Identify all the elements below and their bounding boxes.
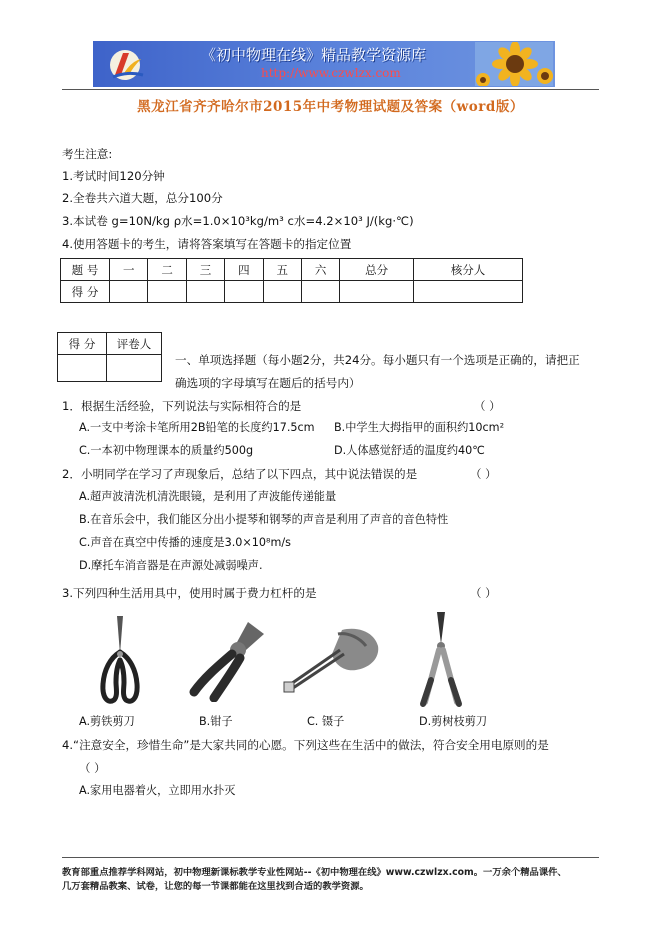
question-stem: 4.“注意安全，珍惜生命”是大家共同的心愿。下列这些在生活中的做法，符合安全用电原则的是 <box>62 738 549 752</box>
tweezers-icon <box>282 624 382 698</box>
option: A.剪铁剪刀 <box>79 715 135 728</box>
score-cell <box>340 281 414 303</box>
answer-blank: （ ） <box>470 586 497 600</box>
pliers-icon <box>188 616 272 702</box>
notes-heading: 考生注意: <box>62 147 113 161</box>
score-header: 二 <box>148 259 186 281</box>
footer-divider <box>62 857 599 858</box>
sunflower-icon <box>475 42 553 86</box>
grader-table <box>57 332 162 382</box>
section-heading-cont: 确选项的字母填写在题后的括号内） <box>175 376 361 390</box>
option: D.剪树枝剪刀 <box>419 715 488 728</box>
option: C.声音在真空中传播的速度是3.0×10⁸m/s <box>79 536 292 549</box>
option: D.人体感觉舒适的温度约40℃ <box>334 444 485 457</box>
score-header: 总分 <box>340 259 414 281</box>
score-table <box>60 258 523 303</box>
question-stem: 2．小明同学在学习了声现象后，总结了以下四点，其中说法错误的是 <box>62 467 418 481</box>
header-divider <box>62 89 599 90</box>
note-item: 1.考试时间120分钟 <box>62 169 165 183</box>
grader-cell <box>107 355 162 382</box>
option: D.摩托车消音器是在声源处减弱噪声. <box>79 559 263 572</box>
grader-header: 得 分 <box>58 333 107 355</box>
option: B.钳子 <box>199 715 233 728</box>
score-row-label: 得 分 <box>61 281 110 303</box>
site-logo-icon <box>107 47 147 83</box>
score-header: 题 号 <box>61 259 110 281</box>
score-header: 四 <box>225 259 263 281</box>
pruning-shears-icon <box>415 610 467 708</box>
score-cell <box>186 281 224 303</box>
grader-cell <box>58 355 107 382</box>
option: C. 镊子 <box>307 715 345 728</box>
footer-line: 教育部重点推荐学科网站，初中物理新课标教学专业性网站--《初中物理在线》www.czwlzx.com。一万余个精品课件、 <box>62 867 567 878</box>
section-heading: 一、单项选择题（每小题2分，共24分。每小题只有一个选项是正确的，请把正 <box>175 353 580 367</box>
score-cell <box>413 281 522 303</box>
tweezers-figure <box>282 624 382 698</box>
score-cell <box>225 281 263 303</box>
tin-snips-figure <box>98 612 142 708</box>
score-header: 六 <box>301 259 339 281</box>
footer-line: 几万套精品教案、试卷，让您的每一节课都能在这里找到合适的教学资源。 <box>62 881 369 892</box>
page-title: 黑龙江省齐齐哈尔市2015年中考物理试题及答案（word版） <box>137 99 524 115</box>
option: C.一本初中物理课本的质量约500g <box>79 444 254 457</box>
score-header: 五 <box>263 259 301 281</box>
score-cell <box>301 281 339 303</box>
grader-header: 评卷人 <box>107 333 162 355</box>
score-cell <box>148 281 186 303</box>
note-item: 4.使用答题卡的考生，请将答案填写在答题卡的指定位置 <box>62 237 352 251</box>
pliers-figure <box>188 616 272 702</box>
score-header: 一 <box>110 259 148 281</box>
note-item: 3.本试卷 g=10N/kg ρ水=1.0×10³kg/m³ c水=4.2×10³ J/(kg·℃) <box>62 214 414 228</box>
answer-blank: （ ） <box>79 761 106 775</box>
option: A.一支中考涂卡笔所用2B铅笔的长度约17.5cm <box>79 421 315 434</box>
option: B.在音乐会中，我们能区分出小提琴和钢琴的声音是利用了声音的音色特性 <box>79 513 449 526</box>
banner-url[interactable]: http://www.czwlzx.com <box>261 66 401 80</box>
score-header: 三 <box>186 259 224 281</box>
question-stem: 1．根据生活经验，下列说法与实际相符合的是 <box>62 399 302 413</box>
note-item: 2.全卷共六道大题，总分100分 <box>62 191 223 205</box>
pruning-shears-figure <box>415 610 467 708</box>
header-banner <box>93 41 555 87</box>
answer-blank: （ ） <box>470 467 497 481</box>
score-cell <box>110 281 148 303</box>
tin-snips-icon <box>98 612 142 708</box>
question-stem: 3.下列四种生活用具中，使用时属于费力杠杆的是 <box>62 586 317 600</box>
option: B.中学生大拇指甲的面积约10cm² <box>334 421 505 434</box>
score-header: 核分人 <box>413 259 522 281</box>
score-cell <box>263 281 301 303</box>
banner-title: 《初中物理在线》精品教学资源库 <box>201 46 427 64</box>
answer-blank: （ ） <box>474 399 501 413</box>
option: A.家用电器着火，立即用水扑灭 <box>79 784 236 797</box>
option: A.超声波清洗机清洗眼镜，是利用了声波能传递能量 <box>79 490 337 503</box>
